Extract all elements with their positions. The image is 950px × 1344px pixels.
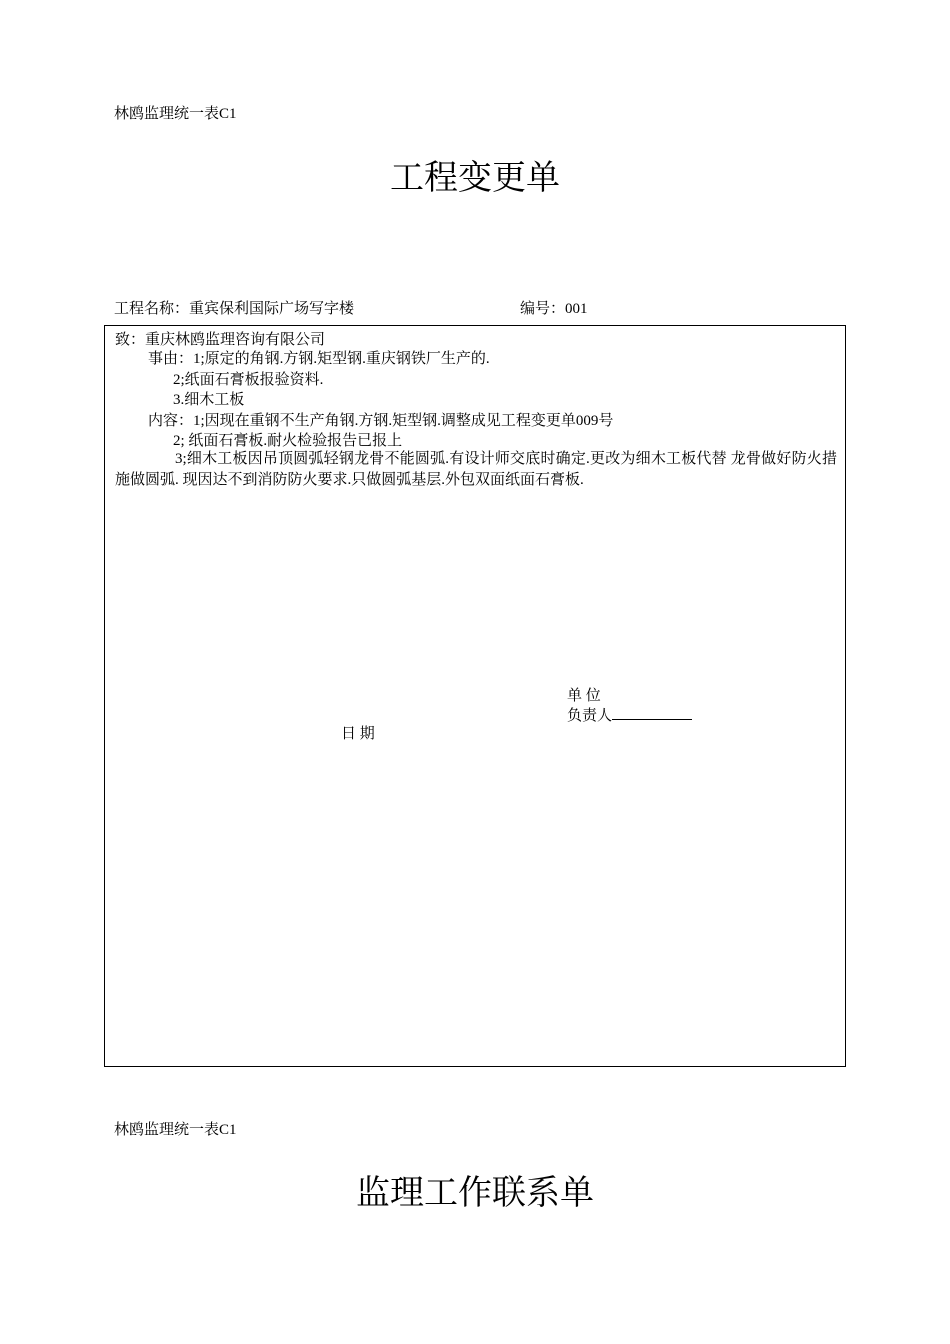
- reason-line-3: 3.细木工板: [173, 392, 245, 408]
- document-title-2: 监理工作联系单: [356, 1173, 594, 1213]
- form-code-2: 林鸥监理统一表C1: [114, 1122, 237, 1138]
- form-body-box: [104, 325, 846, 1067]
- project-name: 工程名称：重宾保利国际广场写字楼: [114, 301, 355, 317]
- content-line-2: 2; 纸面石膏板.耐火检验报告已报上: [173, 433, 403, 449]
- responsible-person-field: [567, 704, 692, 725]
- recipient-line: 致：重庆林鸥监理咨询有限公司: [115, 332, 326, 348]
- form-code: 林鸥监理统一表C1: [114, 106, 237, 122]
- signature-line: [612, 705, 692, 720]
- unit-label: 单 位: [567, 688, 601, 704]
- document-number: 编号：001: [520, 301, 588, 317]
- content-line-3: 3;细木工板因吊顶圆弧轻钢龙骨不能圆弧.有设计师交底时确定.更改为细木工板代替 龙骨做好防火措施做圆弧. 现因达不到消防防火要求.只做圆弧基层.外包双面纸面石膏板.: [115, 451, 837, 488]
- date-label: 日 期: [341, 726, 375, 742]
- responsible-person-label: 负责人: [567, 708, 613, 724]
- reason-line-1: 事由：1;原定的角钢.方钢.矩型钢.重庆钢铁厂生产的.: [148, 351, 490, 367]
- content-line-1: 内容：1;因现在重钢不生产角钢.方钢.矩型钢.调整成见工程变更单009号: [148, 413, 614, 429]
- document-title: 工程变更单: [390, 158, 560, 198]
- reason-line-2: 2;纸面石膏板报验资料.: [173, 372, 324, 388]
